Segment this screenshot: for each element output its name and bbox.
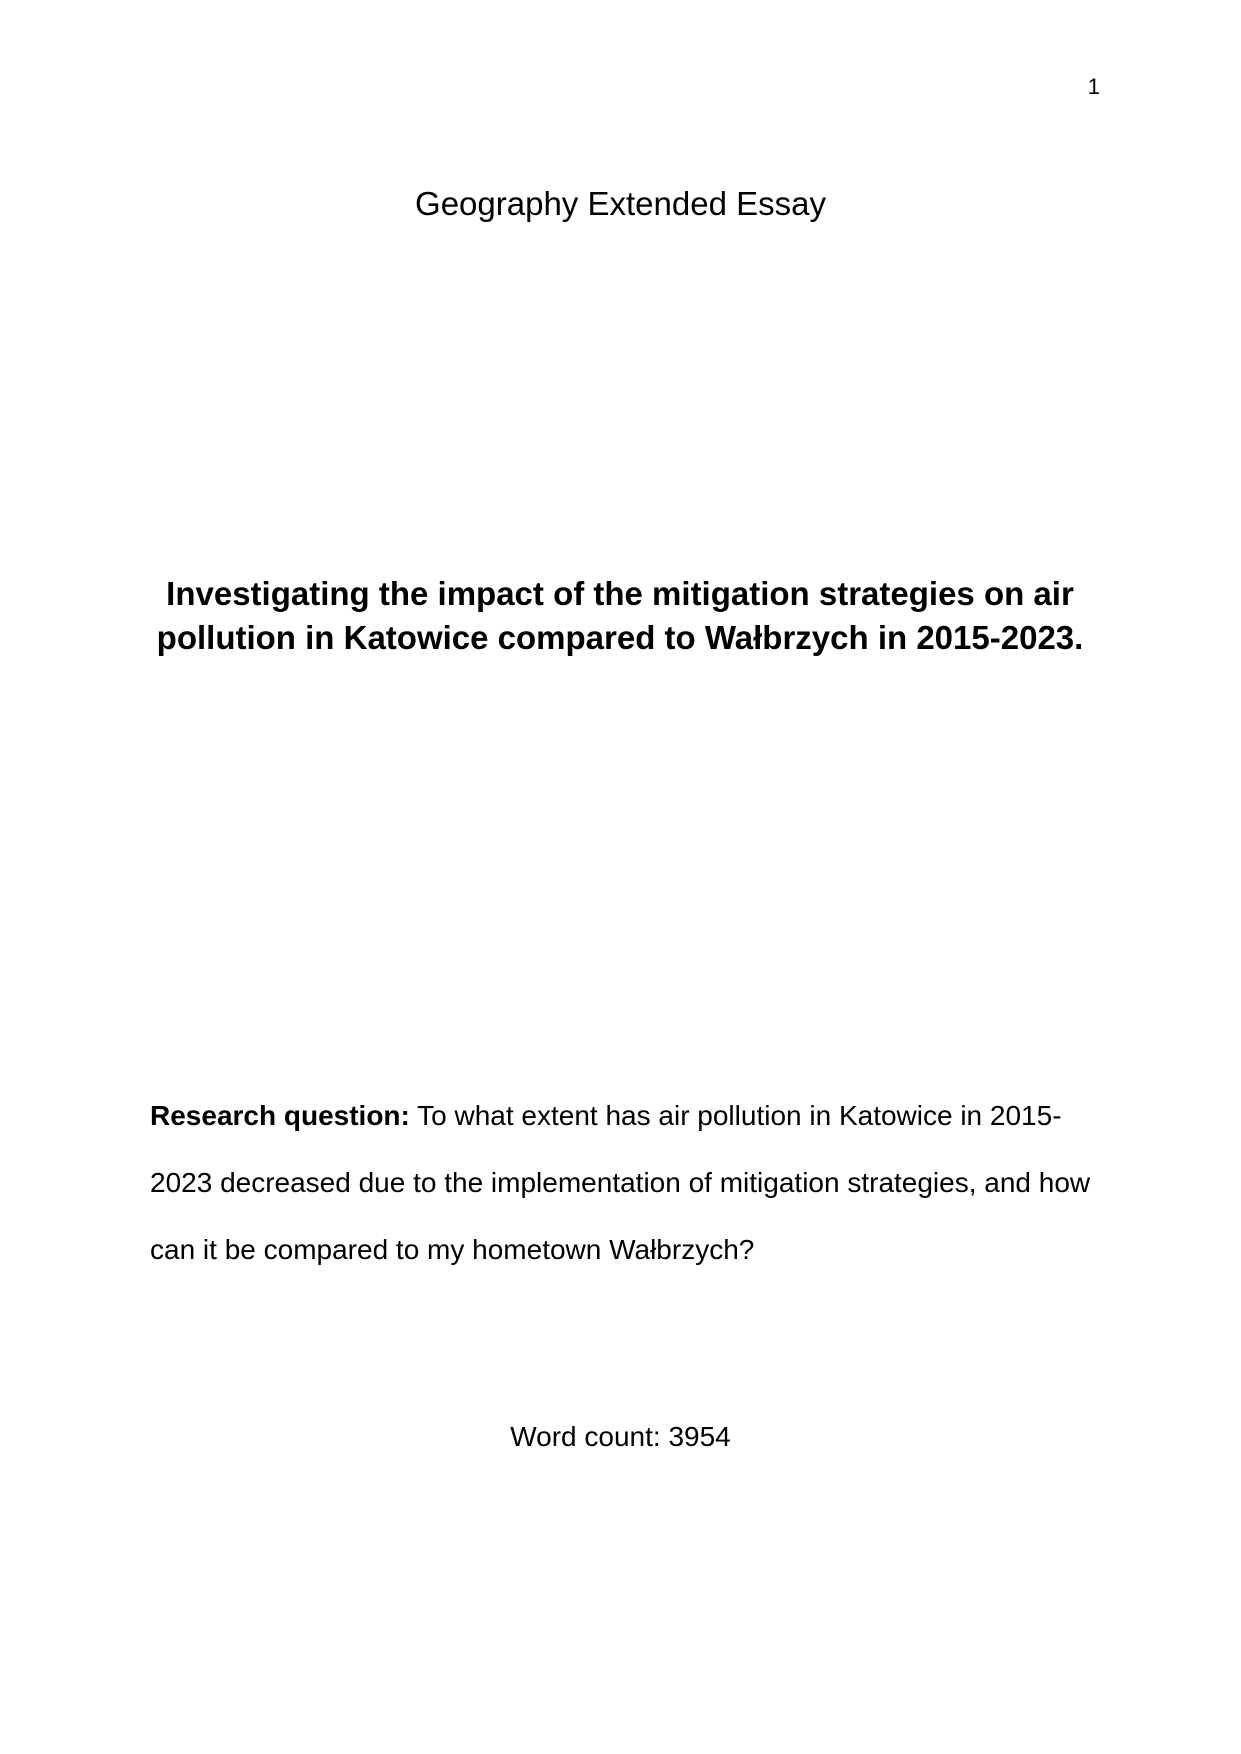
page-number: 1 [1087,74,1100,99]
essay-subject: Geography Extended Essay [415,185,826,222]
research-question [150,1082,1100,1283]
essay-title: Investigating the impact of the mitigation strategies on air pollution in Katowice compared to Wałbrzych in 2015-2023. [156,575,1084,656]
research-question-label: Research question: [150,1100,410,1131]
word-count: Word count: 3954 [510,1421,731,1452]
research-question-text: To what extent has air pollution in Katowice in 2015-2023 decreased due to the implementation of mitigation strategies, and how can it be compared to my hometown Wałbrzych? [150,1100,1091,1265]
